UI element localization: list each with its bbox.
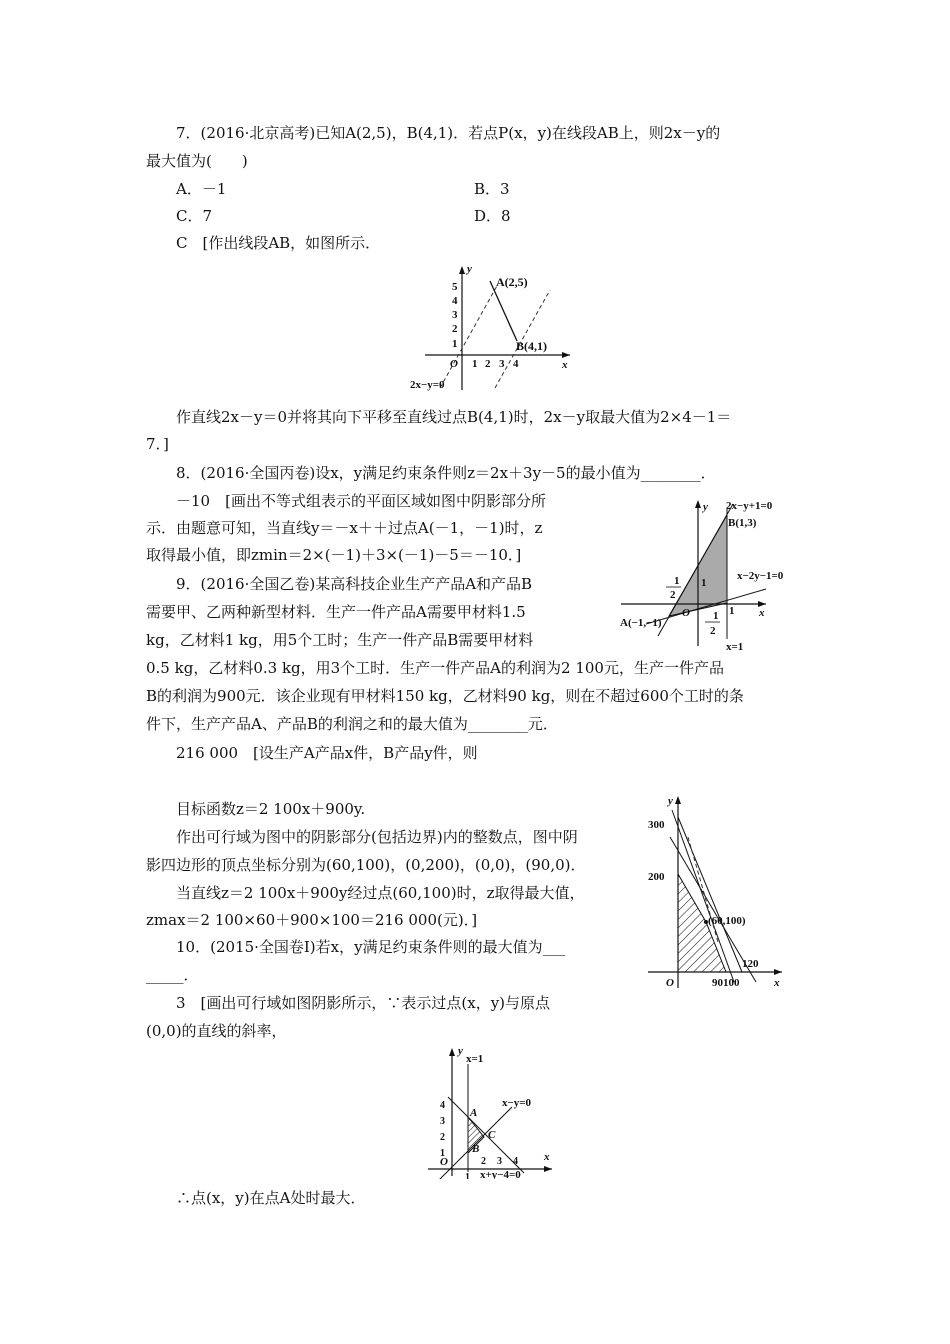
- q7-option-c: C．7: [176, 207, 213, 225]
- q8-fig-origin: O: [682, 607, 690, 619]
- q9-solution-line-1: 216 000 [设生产A产品x件，B产品y件，则: [176, 744, 478, 762]
- q10-fig-line1: x=1: [466, 1053, 484, 1065]
- q10-solution-line-2: (0,0)的直线的斜率，: [146, 1022, 287, 1040]
- q10-fig-origin: O: [440, 1156, 448, 1168]
- q8-fig-line3: x=1: [726, 641, 744, 653]
- q10-fig-ytick: 4: [440, 1100, 445, 1111]
- q7-option-d: D．8: [474, 207, 511, 225]
- q10-fig-xtick: 2: [481, 1156, 486, 1167]
- q7-solution-line-2: 7．]: [146, 435, 169, 453]
- q8-solution-line-2: 示．由题意可知，当直线y＝－x＋＋过点A(－1，－1)时，z: [146, 519, 543, 537]
- q9-fig-x-label: x: [774, 977, 780, 989]
- q9-fig-x90100: 90100: [712, 977, 740, 989]
- q10-fig-xtick: 1: [465, 1172, 470, 1179]
- q7-fig-point-a: A(2,5): [496, 275, 528, 289]
- q7-stem-line-1: 7．(2016·北京高考)已知A(2,5)，B(4,1)．若点P(x，y)在线段AB上，则2x－y的: [176, 124, 721, 142]
- q10-fig-c: C: [488, 1129, 496, 1141]
- q8-fig-point-a: A(−1,−1): [620, 617, 662, 629]
- q8-figure: [616, 494, 784, 654]
- q7-fig-ytick: 2: [452, 323, 458, 335]
- q10-solution-line-3: ∴点(x，y)在点A处时最大．: [176, 1189, 366, 1207]
- q10-figure: [420, 1044, 565, 1179]
- q9-stem-line-6: 件下，生产产品A、产品B的利润之和的最大值为________元．: [146, 715, 558, 733]
- q8-solution-line-3: 取得最小值，即zmin＝2×(－1)＋3×(－1)－5＝－10．]: [146, 546, 522, 564]
- q7-figure: [410, 260, 580, 395]
- q9-solution-line-4: 影四边形的顶点坐标分别为(60,100)，(0,200)，(0,0)，(90,0)．: [146, 856, 586, 874]
- q8-solution-line-1: －10 [画出不等式组表示的平面区域如图中阴影部分所: [176, 492, 546, 510]
- q10-fig-line2: x−y=0: [502, 1097, 532, 1109]
- q7-fig-y-label: y: [467, 263, 472, 275]
- q8-fig-tick-1: 1: [729, 605, 735, 617]
- q9-solution-line-6: zmax＝2 100×60＋900×100＝216 000(元)．]: [146, 911, 478, 929]
- q7-fig-ytick: 4: [452, 295, 458, 307]
- q10-stem-line-1: 10．(2015·全国卷Ⅰ)若x，y满足约束条件则的最大值为___: [176, 938, 566, 956]
- q7-fig-xtick: 3: [499, 358, 505, 370]
- q9-fig-y200: 200: [648, 871, 665, 883]
- q9-solution-line-2: 目标函数z＝2 100x＋900y.: [176, 800, 366, 818]
- q9-fig-y300: 300: [648, 819, 665, 831]
- q7-answer: C [作出线段AB，如图所示．: [176, 234, 381, 252]
- q8-fig-negh-den: 2: [710, 625, 716, 637]
- q9-stem-line-5: B的利润为900元．该企业现有甲材料150 kg，乙材料90 kg，则在不超过600个工时的条: [146, 687, 744, 705]
- q10-fig-x-label: x: [544, 1151, 550, 1163]
- q10-fig-y-label: y: [458, 1045, 463, 1057]
- q9-solution-line-5: 当直线z＝2 100x＋900y经过点(60,100)时，z取得最大值，: [176, 884, 585, 902]
- q7-fig-origin: O: [450, 358, 458, 370]
- q9-fig-x120: 120: [742, 958, 759, 970]
- q10-fig-ytick: 1: [440, 1148, 445, 1159]
- q10-fig-xtick: 4: [513, 1156, 518, 1167]
- q7-fig-xtick: 4: [513, 358, 519, 370]
- q8-fig-negh-num: 1: [713, 610, 719, 622]
- q9-fig-point: (60,100): [708, 915, 746, 927]
- q9-figure: [644, 792, 794, 992]
- q7-fig-xtick: 2: [485, 358, 491, 370]
- q10-fig-xtick: 3: [497, 1156, 502, 1167]
- q9-fig-origin: O: [666, 977, 674, 989]
- q7-fig-x-label: x: [562, 359, 568, 371]
- q8-fig-half-num: 1: [674, 575, 680, 587]
- q7-option-a: A．－1: [176, 180, 227, 198]
- q8-fig-line2: x−2y−1=0: [737, 570, 784, 582]
- q10-fig-line3: x+y−4=0: [480, 1169, 521, 1179]
- q8-fig-tick-1-y: 1: [701, 577, 707, 589]
- q8-fig-line1: 2x−y+1=0: [726, 500, 773, 512]
- q7-fig-point-b: B(4,1): [516, 339, 547, 353]
- q10-fig-ytick: 2: [440, 1132, 445, 1143]
- q7-fig-ytick: 3: [452, 309, 458, 321]
- q8-fig-x-label: x: [759, 607, 765, 619]
- q10-fig-ytick: 3: [440, 1116, 445, 1127]
- q9-stem-line-2: 需要甲、乙两种新型材料．生产一件产品A需要甲材料1.5: [146, 603, 526, 621]
- q8-fig-point-b: B(1,3): [728, 517, 757, 529]
- q10-solution-line-1: 3 [画出可行域如图阴影所示，∵表示过点(x，y)与原点: [176, 994, 551, 1012]
- q10-fig-a: A: [470, 1107, 478, 1119]
- q7-solution-line-1: 作直线2x－y＝0并将其向下平移至直线过点B(4,1)时，2x－y取最大值为2×4－1＝: [176, 408, 732, 426]
- q9-fig-y-label: y: [668, 795, 673, 807]
- q9-stem-line-3: kg，乙材料1 kg，用5个工时；生产一件产品B需要甲材料: [146, 631, 534, 649]
- q9-solution-line-3: 作出可行域为图中的阴影部分(包括边界)内的整数点，图中阴: [176, 828, 578, 846]
- q10-fig-b: B: [472, 1143, 480, 1155]
- q10-stem-line-2: _____．: [146, 966, 199, 984]
- q7-option-b: B．3: [474, 180, 510, 198]
- q9-stem-line-1: 9．(2016·全国乙卷)某高科技企业生产产品A和产品B: [176, 575, 533, 593]
- q7-stem-line-2: 最大值为( ): [146, 152, 248, 170]
- q7-fig-line-label: 2x−y=0: [410, 379, 445, 391]
- q7-fig-ytick: 1: [452, 338, 458, 350]
- q7-fig-ytick: 5: [452, 281, 458, 293]
- q8-stem: 8．(2016·全国丙卷)设x，y满足约束条件则z＝2x＋3y－5的最小值为________．: [176, 464, 716, 482]
- q7-fig-xtick: 1: [472, 358, 478, 370]
- q8-fig-y-label: y: [703, 501, 708, 513]
- q8-fig-half-den: 2: [670, 589, 676, 601]
- q9-stem-line-4: 0.5 kg，乙材料0.3 kg，用3个工时．生产一件产品A的利润为2 100元，生产一件产品: [146, 659, 724, 677]
